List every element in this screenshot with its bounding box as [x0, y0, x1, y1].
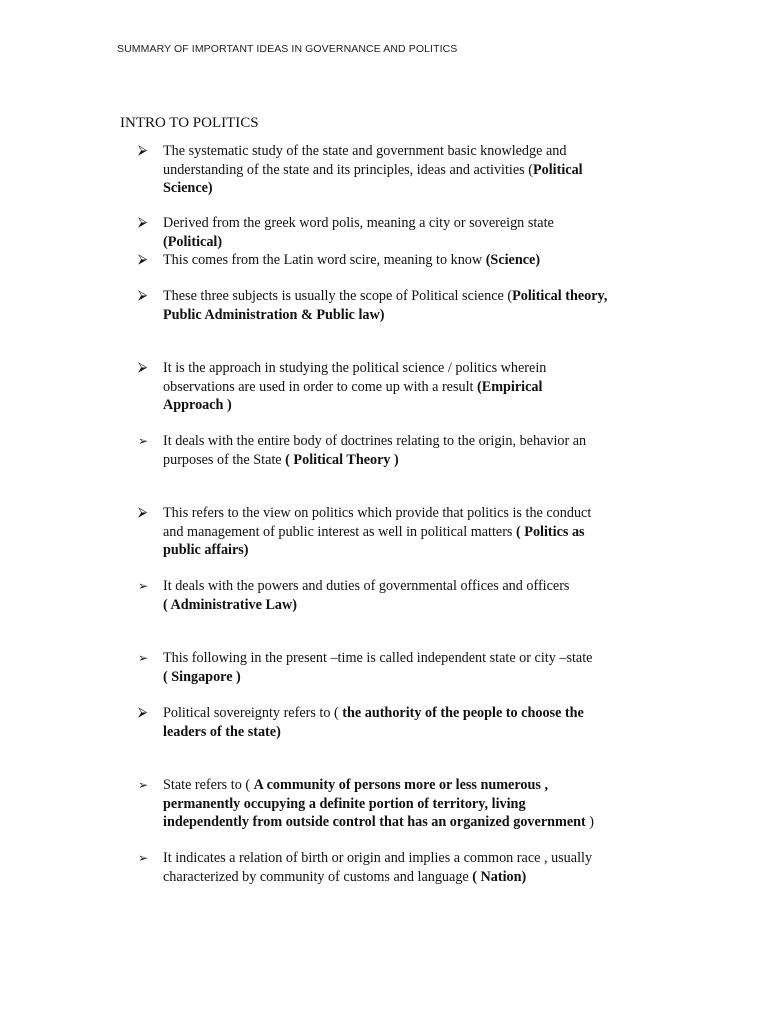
arrow-bullet-icon: ⮚: [138, 288, 148, 303]
list-item: [138, 359, 678, 415]
item-text: Political sovereignty refers to ( the authority of the people to choose the leaders of the state): [163, 705, 584, 740]
arrowhead-bullet-icon: ➢: [138, 434, 149, 448]
item-text: It deals with the powers and duties of governmental offices and officers ( Administrative Law): [163, 578, 570, 613]
list-item: [138, 776, 678, 832]
list-item: [138, 577, 678, 614]
list-item: [138, 504, 678, 560]
list-item: [138, 849, 678, 886]
item-text: These three subjects is usually the scope of Political science (Political theory, Public Administration & Public law): [163, 288, 608, 323]
item-text: This following in the present –time is called independent state or city –state ( Singapore ): [163, 650, 593, 685]
item-text: It deals with the entire body of doctrines relating to the origin, behavior an purposes of the State ( Political Theory ): [163, 433, 587, 468]
item-text: It is the approach in studying the political science / politics wherein observations are used in order to come up with a result (Empirical Approach ): [163, 360, 547, 413]
item-text: The systematic study of the state and government basic knowledge and understanding of the state and its principles, ideas and activities (Political Science): [163, 143, 583, 196]
item-text: This refers to the view on politics which provide that politics is the conduct and management of public interest as well in political matters ( Politics as public affairs): [163, 505, 592, 558]
list-item: [138, 287, 678, 324]
list-item: [138, 649, 678, 686]
arrowhead-bullet-icon: ➢: [138, 851, 149, 865]
arrowhead-bullet-icon: ➢: [138, 651, 149, 665]
arrow-bullet-icon: ⮚: [138, 705, 148, 720]
page-header: SUMMARY OF IMPORTANT IDEAS IN GOVERNANCE AND POLITICS: [117, 43, 458, 55]
item-text: State refers to ( A community of persons more or less numerous , permanently occupying a definite portion of territory, living independently from outside control that has an organized government ): [163, 777, 595, 830]
arrow-bullet-icon: ⮚: [138, 143, 148, 158]
list-item: [138, 251, 678, 270]
section-title: INTRO TO POLITICS: [120, 115, 259, 131]
list-item: [138, 142, 678, 198]
item-text: This comes from the Latin word scire, meaning to know (Science): [163, 252, 541, 268]
arrow-bullet-icon: ⮚: [138, 252, 148, 267]
arrow-bullet-icon: ⮚: [138, 360, 148, 375]
arrowhead-bullet-icon: ➢: [138, 778, 149, 792]
list-item: [138, 432, 678, 469]
arrow-bullet-icon: ⮚: [138, 505, 148, 520]
arrow-bullet-icon: ⮚: [138, 215, 148, 230]
item-text: Derived from the greek word polis, meaning a city or sovereign state (Political): [163, 215, 554, 250]
list-item: [138, 704, 678, 741]
item-text: It indicates a relation of birth or origin and implies a common race , usually characterized by community of customs and language ( Nation): [163, 850, 593, 885]
list-item: [138, 214, 678, 251]
arrowhead-bullet-icon: ➢: [138, 579, 149, 593]
